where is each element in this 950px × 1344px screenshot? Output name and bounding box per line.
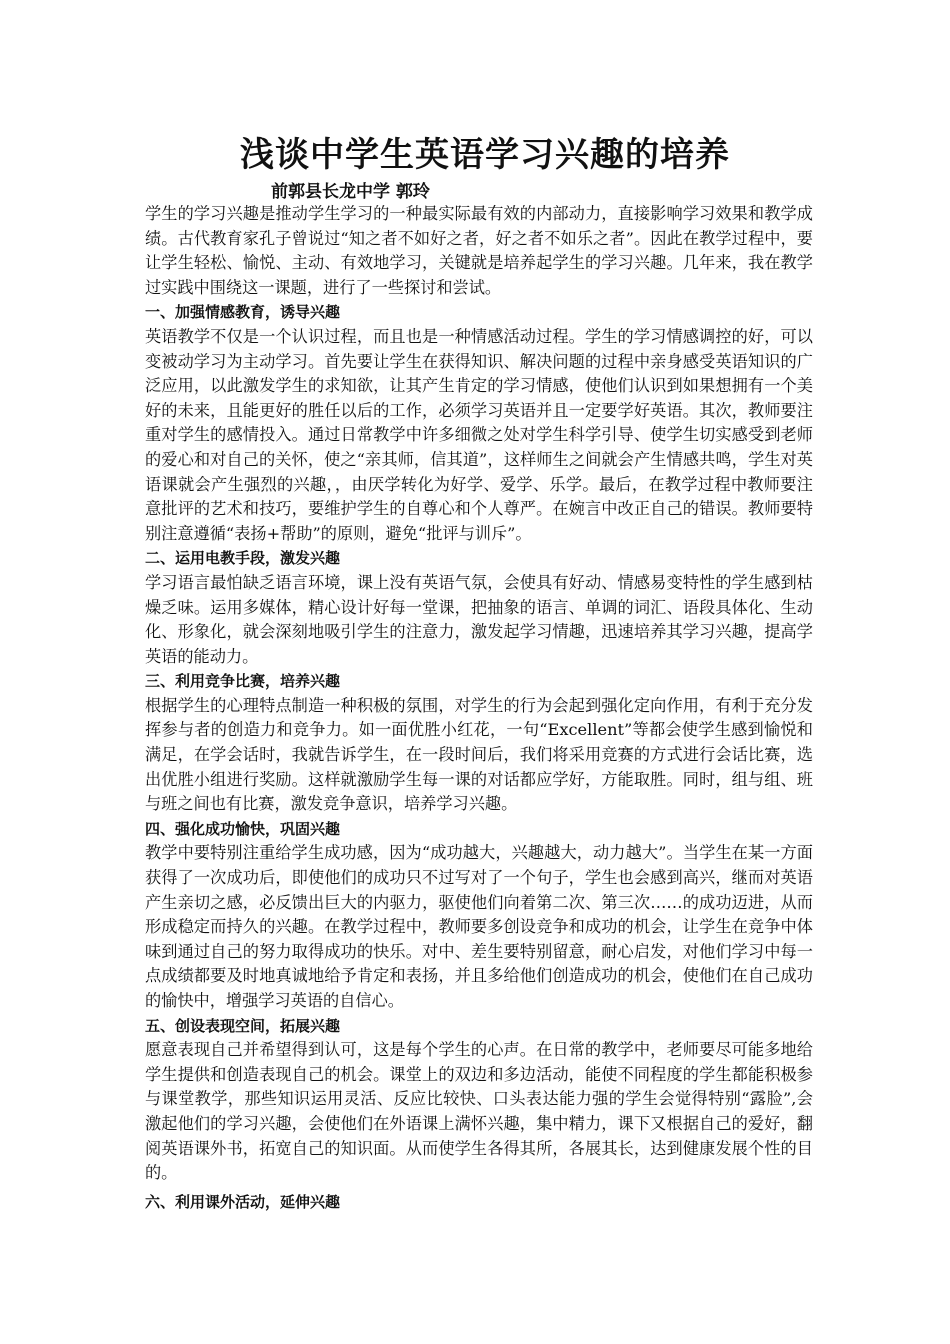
section-paragraph: 英语教学不仅是一个认识过程，而且也是一种情感活动过程。学生的学习情感调控的好，可以变被动学习为主动学习。首先要让学生在获得知识、解决问题的过程中亲身感受英语知识的广泛应用，以此激发学生的求知欲，让其产生肯定的学习情感，使他们认识到如果想拥有一个美好的未来，且能更好的胜任以后的工作，必须学习英语并且一定要学好英语。其次，教师要注重对学生的感情投入。通过日常教学中许多细微之处对学生科学引导、使学生切实感受到老师的爱心和对自己的关怀，使之“亲其师，信其道”，这样师生之间就会产生情感共鸣，学生对英语课就会产生强烈的兴趣，，由厌学转化为好学、爱学、乐学。最后，在教学过程中教师要注意批评的艺术和技巧，要维护学生的自尊心和个人尊严。在婉言中改正自己的错误。教师要特别注意遵循“表扬+帮助”的原则，避免“批评与训斥”。 <box>145 326 813 543</box>
section-heading: 六、利用课外活动，延伸兴趣 <box>145 1192 341 1211</box>
section-heading: 三、利用竞争比赛，培养兴趣 <box>145 672 341 691</box>
document-author: 前郭县长龙中学 郭玲 <box>271 182 430 202</box>
section-heading: 一、加强情感教育，诱导兴趣 <box>145 303 341 322</box>
document-body <box>145 202 813 1214</box>
section-heading: 四、强化成功愉快，巩固兴趣 <box>145 819 341 838</box>
document-title: 浅谈中学生英语学习兴趣的培养 <box>240 135 730 175</box>
section-heading: 二、运用电教手段，激发兴趣 <box>145 549 341 568</box>
section-paragraph: 教学中要特别注重给学生成功感，因为“成功越大，兴趣越大，动力越大”。当学生在某一方面获得了一次成功后，即使他们的成功只不过写对了一个句子，学生也会感到高兴，继而对英语产生亲切之感，必反馈出巨大的内驱力，驱使他们向着第二次、第三次……的成功迈进，从而形成稳定而持久的兴趣。在教学过程中，教师要多创设竞争和成功的机会，让学生在竞争中体味到通过自己的努力取得成功的快乐。对中、差生要特别留意，耐心启发，对他们学习中每一点成绩都要及时地真诚地给予肯定和表扬，并且多给他们创造成功的机会，使他们在自己成功的愉快中，增强学习英语的自信心。 <box>145 843 813 1010</box>
section-paragraph: 愿意表现自己并希望得到认可，这是每个学生的心声。在日常的教学中，老师要尽可能多地给学生提供和创造表现自己的机会。课堂上的双边和多边活动，能使不同程度的学生都能积极参与课堂教学，那些知识运用灵活、反应比较快、口头表达能力强的学生会觉得特别“露脸”,会激起他们的学习兴趣，会使他们在外语课上满怀兴趣，集中精力，课下又根据自己的爱好，翻阅英语课外书，拓宽自己的知识面。从而使学生各得其所，各展其长，达到健康发展个性的目的。 <box>145 1040 813 1183</box>
section-heading: 五、创设表现空间，拓展兴趣 <box>145 1016 341 1035</box>
intro-paragraph: 学生的学习兴趣是推动学生学习的一种最实际最有效的内部动力，直接影响学习效果和教学成绩。古代教育家孔子曾说过“知之者不如好之者，好之者不如乐之者”。因此在教学过程中，要让学生轻松、愉悦、主动、有效地学习，关键就是培养起学生的学习兴趣。几年来，我在教学过实践中围绕这一课题，进行了一些探讨和尝试。 <box>145 204 813 297</box>
section-paragraph: 学习语言最怕缺乏语言环境，课上没有英语气氛，会使具有好动、情感易变特性的学生感到枯燥乏味。运用多媒体，精心设计好每一堂课，把抽象的语言、单调的词汇、语段具体化、生动化、形象化，就会深刻地吸引学生的注意力，激发起学习情趣，迅速培养其学习兴趣，提高学英语的能动力。 <box>145 572 813 666</box>
section-paragraph: 根据学生的心理特点制造一种积极的氛围，对学生的行为会起到强化定向作用，有利于充分发挥参与者的创造力和竞争力。如一面优胜小红花，一句“Excellent”等都会使学生感到愉悦和满足，在学会话时，我就告诉学生，在一段时间后，我们将采用竞赛的方式进行会话比赛，选出优胜小组进行奖励。这样就激励学生每一课的对话都应学好，方能取胜。同时，组与组、班与班之间也有比赛，激发竞争意识，培养学习兴趣。 <box>145 695 813 814</box>
